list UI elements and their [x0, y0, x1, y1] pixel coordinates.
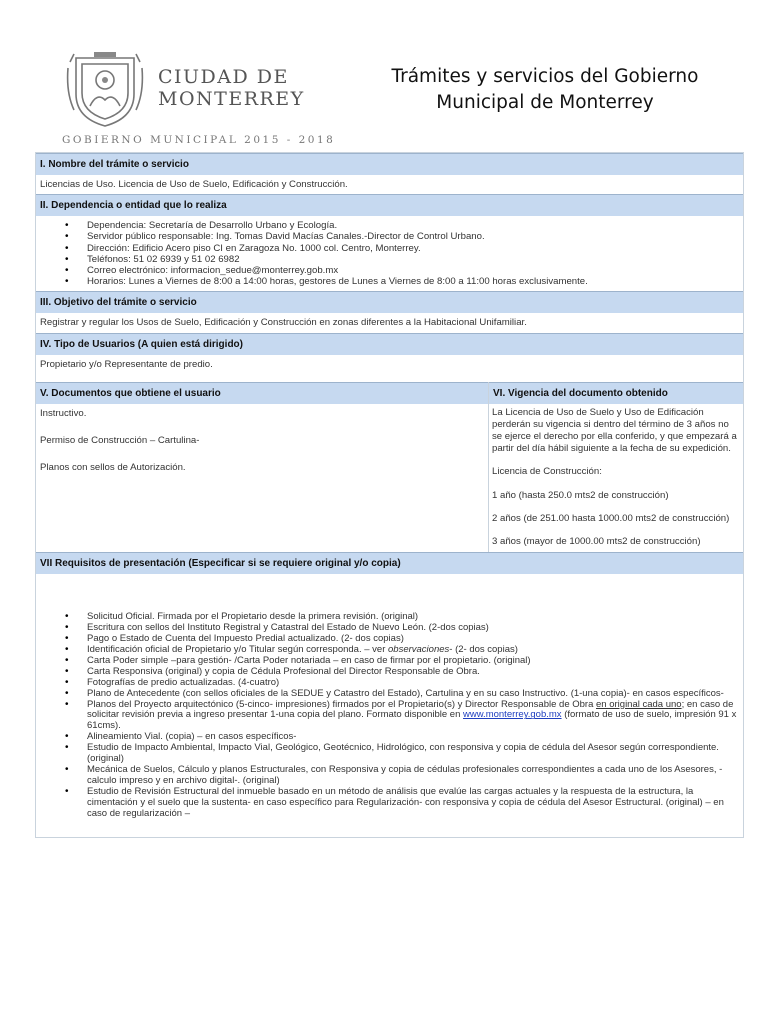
requirement-item: • Solicitud Oficial. Firmada por el Propietario desde la primera revisión. (original): [87, 612, 739, 623]
section-1-body: Licencias de Uso. Licencia de Uso de Suelo, Edificación y Construcción.: [40, 179, 348, 190]
requirement-item: • Escritura con sellos del Instituto Registral y Catastral del Estado de Nuevo León. (2-dos copias): [87, 623, 739, 634]
list-item: • Horarios: Lunes a Viernes de 8:00 a 14:00 horas, gestores de Lunes a Viernes de 8:00 a 11:00 horas exclusivamente.: [87, 276, 739, 287]
requirement-item: • Plano de Antecedente (con sellos oficiales de la SEDUE y Catastro del Estado), Cartulina y en su caso Instructivo. (1-una copia)- en casos específicos-: [87, 689, 739, 700]
section-7-body: [36, 575, 743, 837]
requirement-item: • Alineamiento Vial. (copia) – en casos específicos-: [87, 732, 739, 743]
section-4-heading: IV. Tipo de Usuarios (A quien está dirigido): [36, 333, 743, 356]
validity-term: 3 años (mayor de 1000.00 mts2 de construcción): [492, 536, 701, 548]
city-logo-text: CIUDAD DE MONTERREY: [158, 66, 305, 110]
section-2-heading: II. Dependencia o entidad que lo realiza: [36, 194, 743, 217]
section-5: [36, 382, 489, 553]
page-header: [0, 0, 768, 152]
validity-intro: La Licencia de Uso de Suelo y Uso de Edificación perderán su vigencia si dentro del término de 3 años no se ejerce el derecho por ella conferido, y que empezará a partir del día hábil siguiente a la fecha de su expedición.: [492, 406, 737, 455]
list-item: • Servidor público responsable: Ing. Tomas David Macías Canales.-Director de Control Urbano.: [87, 231, 739, 242]
requirement-item: • Pago o Estado de Cuenta del Impuesto Predial actualizado. (2- dos copias): [87, 634, 739, 645]
list-item: • Correo electrónico: informacion_sedue@monterrey.gob.mx: [87, 265, 739, 276]
section-3-heading: III. Objetivo del trámite o servicio: [36, 291, 743, 314]
requirement-item: • Mecánica de Suelos, Cálculo y planos Estructurales, con Responsiva y copia de cédulas profesionales correspondientes a cada uno de los Asesores, - calculo impreso y en archivo digital-. (original): [87, 765, 739, 787]
requirement-item: • Carta Poder simple –para gestión- /Carta Poder notariada – en caso de firmar por el propietario. (original): [87, 656, 739, 667]
validity-term: 2 años (de 251.00 hasta 1000.00 mts2 de construcción): [492, 512, 730, 524]
section-5-body: [36, 405, 488, 478]
procedure-form: [35, 152, 744, 838]
coat-of-arms-icon: [64, 48, 146, 130]
section-1-heading: I. Nombre del trámite o servicio: [36, 153, 743, 176]
requirement-item: • Carta Responsiva (original) y copia de Cédula Profesional del Director Responsable de Obra.: [87, 667, 739, 678]
section-6: [489, 382, 743, 553]
document-item: Permiso de Construcción – Cartulina-: [40, 434, 200, 446]
section-5-heading: V. Documentos que obtiene el usuario: [36, 382, 488, 405]
sections-5-6-row: [36, 382, 743, 553]
section-4-body: Propietario y/o Representante de predio.: [40, 358, 213, 370]
section-7-heading: VII Requisitos de presentación (Especificar si se requiere original y/o copia): [36, 552, 743, 575]
list-item: • Teléfonos: 51 02 6939 y 51 02 6982: [87, 254, 739, 265]
requirement-item: • Estudio de Impacto Ambiental, Impacto Vial, Geológico, Geotécnico, Hidrológico, con responsiva y copia de cédula del Asesor según correspondiente. (original): [87, 743, 739, 765]
section-2-body: [36, 217, 743, 291]
government-period: GOBIERNO MUNICIPAL 2015 - 2018: [62, 134, 336, 146]
requirement-item: • Planos del Proyecto arquitectónico (5-cinco- impresiones) firmados por el Propietario(s) y Director Responsable de Obra en original cada uno; en caso de solicitar revisión previa a ingreso presentar 1-una copia del plano. Formato disponible en www.monterrey.gob.mx (formato de uso de suelo, impresión 91 x 61cms).: [87, 700, 739, 733]
requirement-item: • Identificación oficial de Propietario y/o Titular según corresponda. – ver observaciones- (2- dos copias): [87, 645, 739, 656]
document-title: Trámites y servicios del Gobierno Municipal de Monterrey: [391, 66, 699, 113]
document-item: Instructivo.: [40, 407, 87, 419]
section-6-heading: VI. Vigencia del documento obtenido: [489, 382, 743, 405]
requirement-item: • Fotografías de predio actualizadas. (4-cuatro): [87, 678, 739, 689]
list-item: • Dependencia: Secretaría de Desarrollo Urbano y Ecología.: [87, 220, 739, 231]
list-item: • Dirección: Edificio Acero piso CI en Zaragoza No. 1000 col. Centro, Monterrey.: [87, 243, 739, 254]
requirement-item: • Estudio de Revisión Estructural del inmueble basado en un método de análisis que evalúe las cargas actuales y la respuesta de la estructura, la cimentación y el suelo que la sustenta- en caso específico para Regularización- con responsiva y copia de cédula del Asesor Estructural. (original) – en caso de regularización –: [87, 787, 739, 820]
document-item: Planos con sellos de Autorización.: [40, 462, 186, 474]
construction-license-label: Licencia de Construcción:: [492, 466, 602, 478]
monterrey-website-link[interactable]: www.monterrey.gob.mx: [463, 709, 562, 721]
validity-term: 1 año (hasta 250.0 mts2 de construcción): [492, 489, 669, 501]
section-3-body: Registrar y regular los Usos de Suelo, Edificación y Construcción en zonas diferentes a la Habitacional Unifamiliar.: [40, 317, 527, 329]
section-6-body: [489, 405, 743, 553]
